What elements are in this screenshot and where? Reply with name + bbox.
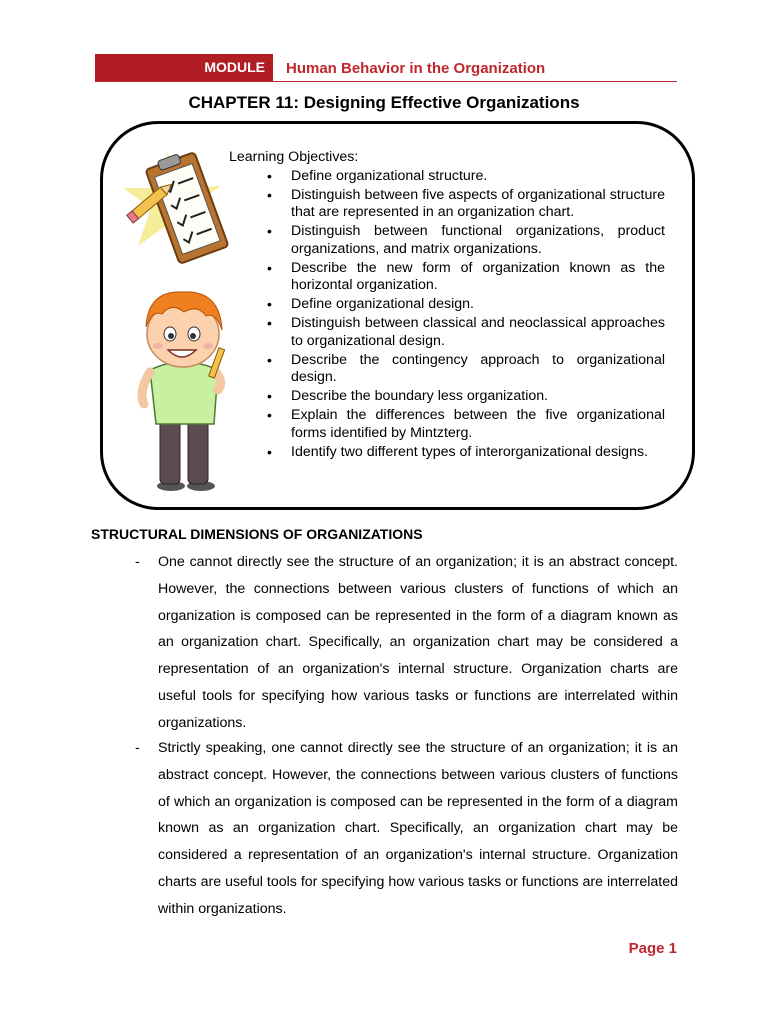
objectives-heading: Learning Objectives:	[229, 149, 359, 165]
module-header	[95, 54, 677, 82]
paragraph: One cannot directly see the structure of an organization; it is an abstract concept. However, the connections between various clusters of functions of which an organization is composed can be represented in the form of a diagram known as an organization chart. Specifically, an organization chart may be considered a representation of an organization's internal structure. Organization charts are useful tools for specifying how various tasks or functions are interrelated within organizations.	[158, 554, 678, 731]
objective-item: • Distinguish between classical and neoclassical approaches to organizational design.	[229, 315, 665, 350]
objective-item: • Distinguish between functional organizations, product organizations, and matrix organizations.	[229, 223, 665, 258]
objective-item: • Describe the contingency approach to organizational design.	[229, 352, 665, 387]
objective-item: • Describe the new form of organization known as the horizontal organization.	[229, 260, 665, 295]
objective-item: • Identify two different types of interorganizational designs.	[229, 444, 665, 462]
objective-item: • Define organizational structure.	[229, 168, 665, 186]
paragraph: Strictly speaking, one cannot directly see the structure of an organization; it is an abstract concept. However, the connections between various clusters of functions of which an organization is composed can be represented in the form of a diagram known as an organization chart. Specifically, an organization chart may be considered a representation of an organization's internal structure. Organization charts are useful tools for specifying how various tasks or functions are interrelated within organizations.	[158, 740, 678, 917]
section-heading: STRUCTURAL DIMENSIONS OF ORGANIZATIONS	[91, 526, 423, 542]
objective-item: • Distinguish between five aspects of organizational structure that are represented in an organization chart.	[229, 187, 665, 222]
objective-item: • Explain the differences between the five organizational forms identified by Mintzterg.	[229, 407, 665, 442]
objectives-list	[229, 168, 665, 462]
learning-objectives	[229, 149, 665, 463]
module-label: MODULE	[95, 54, 273, 81]
clipboard-icon	[123, 148, 233, 268]
objective-item: • Describe the boundary less organization.	[229, 388, 665, 406]
page-number: Page 1	[628, 940, 677, 957]
bullet-dash: -	[135, 740, 140, 756]
module-title: Human Behavior in the Organization	[286, 60, 546, 77]
objective-item: • Define organizational design.	[229, 296, 665, 314]
chapter-title: CHAPTER 11: Designing Effective Organizations	[188, 93, 580, 112]
boy-illustration	[128, 282, 238, 497]
bullet-dash: -	[135, 554, 140, 570]
